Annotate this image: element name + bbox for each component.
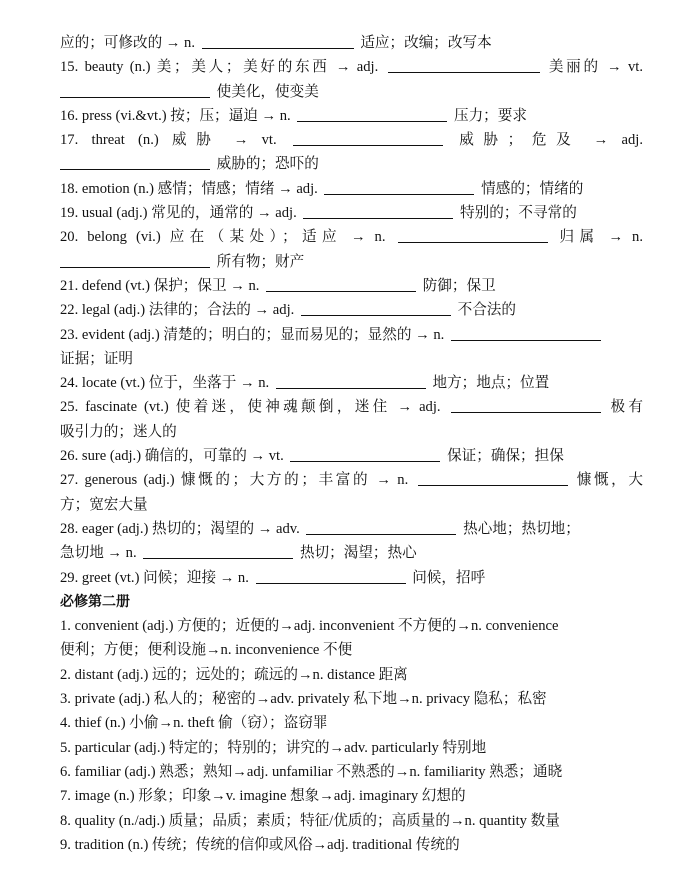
line-text: 地方；地点；位置 <box>432 375 550 392</box>
line-text: 所有物；财产 <box>216 253 305 270</box>
text-line <box>60 784 643 808</box>
line-text: 24. locate (vt.) 位于，坐落于 → n. <box>60 375 270 392</box>
line-text: 威胁；危及 → adj. <box>459 132 643 149</box>
line-text: 问候，招呼 <box>412 569 486 586</box>
line-text: 使美化，使变美 <box>216 83 319 100</box>
line-text: 热心地；热切地； <box>463 520 580 537</box>
text-line <box>60 371 643 395</box>
line-text: 保证；确保；担保 <box>447 448 564 465</box>
text-line <box>60 663 643 687</box>
line-text: 应的；可修改的 → n. <box>60 35 195 51</box>
text-line <box>60 566 643 590</box>
section-heading-text: 必修第二册 <box>60 593 130 610</box>
answer-blank[interactable] <box>266 277 416 292</box>
line-text: 26. sure (adj.) 确信的，可靠的 → vt. <box>60 448 284 465</box>
line-text: 6. familiar (adj.) 熟悉；熟知→adj. unfamiliar 不熟悉的→n. familiarity 熟悉；通晓 <box>60 763 563 780</box>
answer-blank[interactable] <box>202 34 354 49</box>
text-line <box>60 420 643 444</box>
text-line <box>60 736 643 760</box>
text-line <box>60 201 643 225</box>
answer-blank[interactable] <box>290 447 440 462</box>
answer-blank[interactable] <box>276 374 426 389</box>
line-text: 16. press (vi.&vt.) 按；压；逼迫 → n. <box>60 107 291 124</box>
answer-blank[interactable] <box>388 58 540 73</box>
line-text: 急切地 → n. <box>60 545 137 562</box>
line-text: 归属 → n. <box>559 229 643 246</box>
line-text: 7. image (n.) 形象；印象→v. imagine 想象→adj. imaginary 幻想的 <box>60 788 466 805</box>
line-text: 3. private (adj.) 私人的；秘密的→adv. privately 私下地→n. privacy 隐私；私密 <box>60 691 547 708</box>
text-line <box>60 517 643 541</box>
text-line <box>60 31 643 55</box>
line-text: 21. defend (vt.) 保护；保卫 → n. <box>60 277 260 294</box>
line-text: 22. legal (adj.) 法律的；合法的 → adj. <box>60 302 295 319</box>
line-text: 特别的；不寻常的 <box>460 205 577 222</box>
line-text: 方；宽宏大量 <box>60 496 148 513</box>
text-line <box>60 468 643 492</box>
text-line <box>60 833 643 857</box>
text-line <box>60 638 643 662</box>
line-text: 1. convenient (adj.) 方便的；近便的→adj. inconvenient 不方便的→n. convenience <box>60 618 559 635</box>
line-text: 压力；要求 <box>453 107 527 124</box>
answer-blank[interactable] <box>256 569 406 584</box>
text-line <box>60 177 643 201</box>
text-line <box>60 250 643 274</box>
line-text: 23. evident (adj.) 清楚的；明白的；显而易见的；显然的 → n. <box>60 326 445 343</box>
answer-blank[interactable] <box>418 471 568 486</box>
answer-blank[interactable] <box>60 83 210 98</box>
line-text: 证据；证明 <box>60 350 133 367</box>
line-text: 18. emotion (n.) 感情；情感；情绪 → adj. <box>60 180 318 197</box>
line-text: 2. distant (adj.) 远的；远处的；疏远的→n. distance 距离 <box>60 666 408 683</box>
line-text: 不合法的 <box>457 302 516 319</box>
text-line <box>60 444 643 468</box>
line-text: 防御；保卫 <box>422 277 496 294</box>
answer-blank[interactable] <box>451 398 601 413</box>
line-text: 威胁的；恐吓的 <box>216 156 319 173</box>
line-text: 9. tradition (n.) 传统；传统的信仰或风俗→adj. traditional 传统的 <box>60 836 460 853</box>
text-line <box>60 809 643 833</box>
line-text: 29. greet (vt.) 问候；迎接 → n. <box>60 569 249 586</box>
answer-blank[interactable] <box>303 204 453 219</box>
line-text: 适应；改编；改写本 <box>360 35 492 51</box>
answer-blank[interactable] <box>324 180 474 195</box>
answer-blank[interactable] <box>301 301 451 316</box>
text-line <box>60 225 643 249</box>
text-line <box>60 298 643 322</box>
line-text: 20. belong (vi.) 应在（某处）；适应 → n. <box>60 229 386 246</box>
line-text: 吸引力的；迷人的 <box>60 423 177 440</box>
answer-blank[interactable] <box>293 131 443 146</box>
text-line <box>60 80 643 104</box>
answer-blank[interactable] <box>60 253 210 268</box>
answer-blank[interactable] <box>451 326 601 341</box>
line-text: 5. particular (adj.) 特定的；特别的；讲究的→adv. particularly 特别地 <box>60 739 487 756</box>
text-line <box>60 347 643 371</box>
text-line <box>60 541 643 565</box>
line-text: 4. thief (n.) 小偷→n. theft 偷（窃）；盗窃罪 <box>60 715 328 732</box>
line-text: 慷慨，大 <box>576 472 643 489</box>
line-text: 27. generous (adj.) 慷慨的；大方的；丰富的 → n. <box>60 472 409 489</box>
line-text: 15. beauty (n.) 美；美人；美好的东西 → adj. <box>60 59 379 76</box>
text-line <box>60 104 643 128</box>
text-line <box>60 274 643 298</box>
line-text: 17. threat (n.) 威胁 → vt. <box>60 132 277 149</box>
text-line <box>60 128 643 152</box>
text-line <box>60 395 643 419</box>
answer-blank[interactable] <box>398 228 548 243</box>
line-text: 8. quality (n./adj.) 质量；品质；素质；特征/优质的；高质量的→n. quantity 数量 <box>60 812 560 829</box>
line-text: 热切；渴望；热心 <box>299 545 417 562</box>
text-line <box>60 493 643 517</box>
text-line <box>60 687 643 711</box>
line-text: 19. usual (adj.) 常见的，通常的 → adj. <box>60 205 297 222</box>
text-line <box>60 760 643 784</box>
line-text: 极有 <box>610 399 643 416</box>
line-text: 美丽的 → vt. <box>548 59 643 76</box>
answer-blank[interactable] <box>297 107 447 122</box>
line-text: 28. eager (adj.) 热切的；渴望的 → adv. <box>60 520 300 537</box>
text-line <box>60 152 643 176</box>
text-line <box>60 711 643 735</box>
line-text: 情感的；情绪的 <box>481 180 584 197</box>
line-text: 25. fascinate (vt.) 使着迷，使神魂颠倒，迷住 → adj. <box>60 399 441 416</box>
text-line <box>60 614 643 638</box>
text-line <box>60 55 643 79</box>
section-heading <box>60 590 643 614</box>
line-text: 便利；方便；便利设施→n. inconvenience 不便 <box>60 642 353 659</box>
answer-blank[interactable] <box>143 544 293 559</box>
text-line <box>60 323 643 347</box>
answer-blank[interactable] <box>60 155 210 170</box>
answer-blank[interactable] <box>306 520 456 535</box>
